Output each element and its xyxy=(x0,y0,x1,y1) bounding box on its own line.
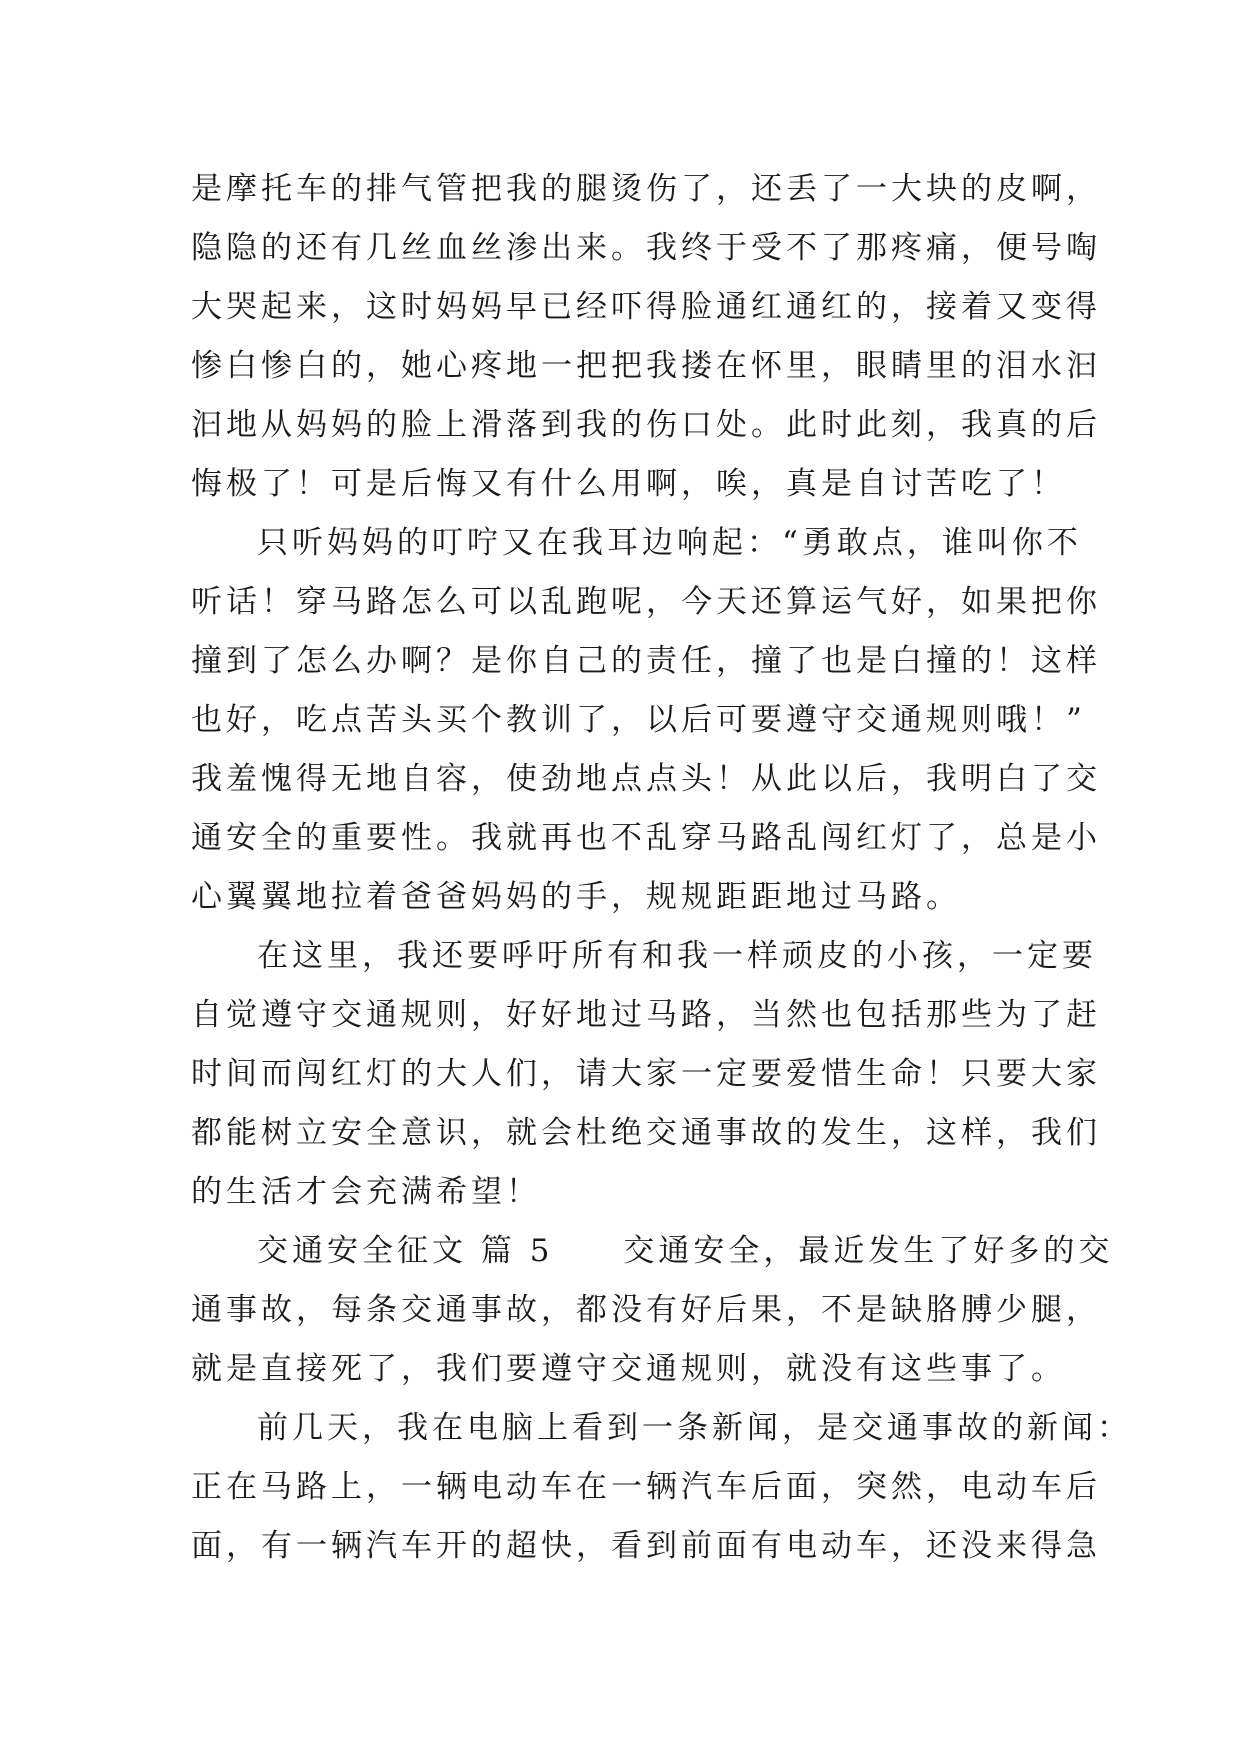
paragraph-3 xyxy=(191,927,1101,1222)
document-body xyxy=(191,160,1132,1576)
text-line: 时间而闯红灯的大人们，请大家一定要爱惜生命！只要大家 xyxy=(191,1056,1101,1092)
text-line: 都能树立安全意识，就会杜绝交通事故的发生，这样，我们 xyxy=(191,1115,1101,1151)
text-line: 是摩托车的排气管把我的腿烫伤了，还丢了一大块的皮啊， xyxy=(191,171,1101,207)
paragraph-1 xyxy=(191,160,1101,514)
text-line: 撞到了怎么办啊？是你自己的责任，撞了也是白撞的！这样 xyxy=(191,643,1101,679)
paragraph-2 xyxy=(191,514,1101,927)
text-line: 的生活才会充满希望！ xyxy=(191,1174,541,1210)
text-line: 大哭起来，这时妈妈早已经吓得脸通红通红的，接着又变得 xyxy=(191,289,1101,325)
text-line: 汩地从妈妈的脸上滑落到我的伤口处。此时此刻，我真的后 xyxy=(191,407,1101,443)
text-line: 听话！穿马路怎么可以乱跑呢，今天还算运气好，如果把你 xyxy=(191,584,1101,620)
text-line: 惨白惨白的，她心疼地一把把我搂在怀里，眼睛里的泪水汩 xyxy=(191,348,1101,384)
paragraph-4 xyxy=(191,1222,1114,1399)
text-line: 通安全的重要性。我就再也不乱穿马路乱闯红灯了，总是小 xyxy=(191,820,1101,856)
text-line: 自觉遵守交通规则，好好地过马路，当然也包括那些为了赶 xyxy=(191,997,1101,1033)
text-line: 隐隐的还有几丝血丝渗出来。我终于受不了那疼痛，便号啕 xyxy=(191,230,1101,266)
text-line: 通事故，每条交通事故，都没有好后果，不是缺胳膊少腿， xyxy=(191,1292,1101,1328)
text-line: 我羞愧得无地自容，使劲地点点头！从此以后，我明白了交 xyxy=(191,761,1101,797)
text-line: 也好，吃点苦头买个教训了，以后可要遵守交通规则哦！” xyxy=(191,702,1086,738)
text-line: 心翼翼地拉着爸爸妈妈的手，规规距距地过马路。 xyxy=(191,879,961,915)
text-line: 面，有一辆汽车开的超快，看到前面有电动车，还没来得急 xyxy=(191,1528,1101,1564)
text-line: 悔极了！可是后悔又有什么用啊，唉，真是自讨苦吃了！ xyxy=(191,466,1066,502)
text-line: 只听妈妈的叮咛又在我耳边响起：“勇敢点，谁叫你不 xyxy=(257,525,1082,561)
text-line: 就是直接死了，我们要遵守交通规则，就没有这些事了。 xyxy=(191,1351,1066,1387)
paragraph-5 xyxy=(191,1399,1132,1576)
section-heading-line: 交通安全征文 篇 5 交通安全，最近发生了好多的交 xyxy=(257,1233,1114,1269)
text-line: 前几天，我在电脑上看到一条新闻，是交通事故的新闻： xyxy=(257,1410,1132,1446)
text-line: 在这里，我还要呼吁所有和我一样顽皮的小孩，一定要 xyxy=(257,938,1097,974)
text-line: 正在马路上，一辆电动车在一辆汽车后面，突然，电动车后 xyxy=(191,1469,1101,1505)
